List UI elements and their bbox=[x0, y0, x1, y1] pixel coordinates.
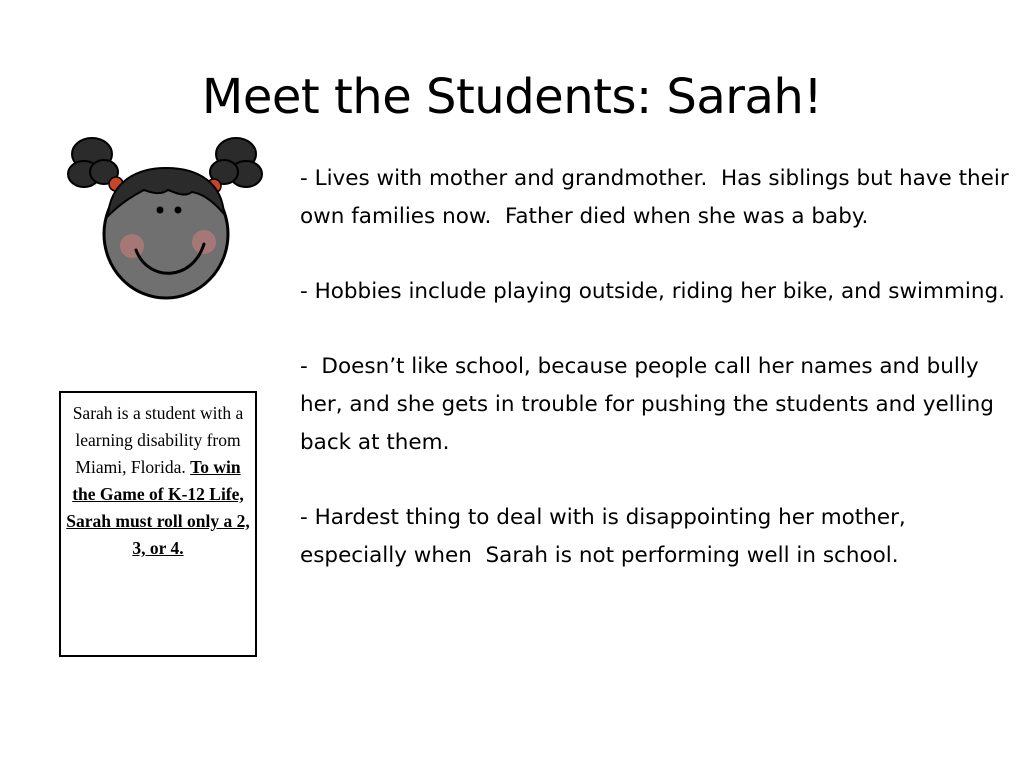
bullet-hobbies: - Hobbies include playing outside, riding her bike, and swimming. bbox=[300, 279, 1005, 305]
bullet-hardest-thing: - Hardest thing to deal with is disappointing her mother, especially when Sarah is not performing well in school. bbox=[300, 505, 913, 568]
info-box-emphasis: To win the Game of K-12 Life, Sarah must roll only a 2, 3, or 4. bbox=[66, 457, 250, 558]
girl-face-with-pigtails-icon bbox=[64, 132, 264, 302]
info-box bbox=[59, 391, 257, 657]
right-pigtail bbox=[207, 138, 262, 193]
slide-title: Meet the Students: Sarah! bbox=[201, 69, 823, 125]
bullet-school: - Doesn’t like school, because people call her names and bully her, and she gets in trouble for pushing the students and yelling back at them. bbox=[300, 354, 1001, 455]
left-pigtail bbox=[68, 138, 123, 191]
bullet-family: - Lives with mother and grandmother. Has siblings but have their own families now. Father died when she was a baby. bbox=[300, 166, 1016, 229]
bullet-list bbox=[300, 160, 1016, 575]
info-box-text: Sarah is a student with a learning disability from Miami, Florida. bbox=[72, 403, 244, 477]
